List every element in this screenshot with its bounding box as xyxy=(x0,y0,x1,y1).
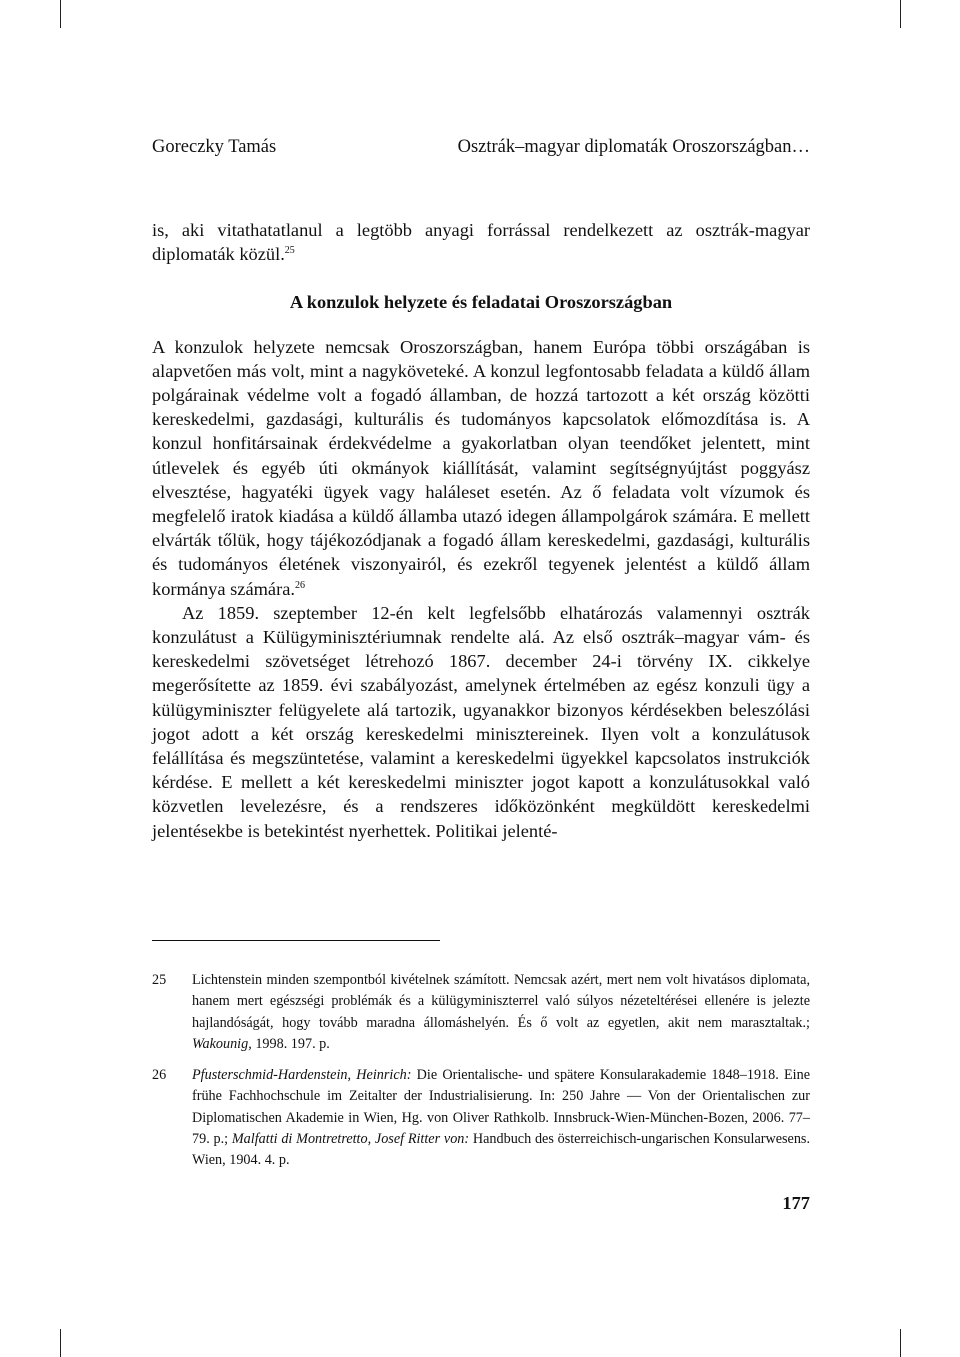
footnote-ref-25[interactable]: 25 xyxy=(284,245,295,257)
footnote-number: 25 xyxy=(152,972,167,988)
paragraph-1: A konzulok helyzete nemcsak Oroszországban, hanem Európa többi országában is alapvetően más volt, mint a nagyköveteké. A konzul legfontosabb feladata a küldő állam polgárainak védelme volt a fogadó államban, de hozzá tartozott a két ország közötti kereskedelmi, gazdasági, kulturális és tudományos kapcsolatok előmozdítása is. A konzul honfitársainak érdekvédelme a gyakorlatban olyan teendőket jelentett, mint útlevelek és egyéb úti okmányok kiállítását, valamint segítségnyújtást poggyász elvesztése, hagyatéki ügyek vagy haláleset esetén. Az ő feladata volt vízumok és megfelelő iratok kiadása a küldő államba utazó idegen állampolgárok számára. E mellett elvárták tőlük, hogy tájékozódjanak a fogadó állam kereskedelmi, gazdasági, kulturális és tudományos életének viszonyairól, és ezekről tegyenek jelentést a küldő állam kormánya számára.$^{26}$ xyxy=(152,336,810,599)
page-number: 177 xyxy=(782,1193,810,1213)
crop-mark xyxy=(900,1329,901,1357)
continuation-paragraph: is, aki vitathatatlanul a legtöbb anyagi forrással rendelkezett az osztrák-magyar diplomaták közül.$^{25}$ xyxy=(152,220,810,265)
footnote-text: Lichtenstein minden szempontból kivételnek számított. Nemcsak azért, mert nem volt hivatásos diplomata, hanem mert egészségi problémák és a külügyminiszterrel való súlyos nézeteltérései ellenére is jelezte hajlandóságát, hogy tovább maradna állomáshelyén. És ő volt az egyetlen, akit nem marasztaltak.; Wakounig, 1998. 197. p. xyxy=(192,972,810,1052)
section-heading: A konzulok helyzete és feladatai Oroszországban xyxy=(289,292,673,313)
footnotes xyxy=(152,970,810,1182)
footnote-number: 26 xyxy=(152,1067,167,1084)
footnote-26 xyxy=(152,1065,810,1171)
footnote-text: Pfusterschmid-Hardenstein, Heinrich: Die Orientalische- und spätere Konsularakademie 1848–1918. Eine frühe Fachhochschule im Zeitalter der Industrialisierung. In: 250 Jahre — Von der Orientalischen zur Diplomatischen Akademie in Wien, Hg. von Oliver Rathkolb. Innsbruck-Wien-München-Bozen, 2006. 77–79. p.; Malfatti di Montretretto, Josef Ritter von: Handbuch des österreichisch-ungarischen Konsularwesens. Wien, 1904. 4. p. xyxy=(192,1067,810,1169)
paragraph-2: Az 1859. szeptember 12-én kelt legfelsőbb elhatározás valamennyi osztrák konzulátust a Külügyminisztériumnak rendelte alá. Az első osztrák–magyar vám- és kereskedelmi szövetséget létrehozó 1867. december 24-i törvény IX. cikkelye megerősítette az 1859. évi szabályozást, amelynek értelmében az egész konzuli ügy a külügyminiszter felügyelete alá tartozik, ugyanakkor bizonyos kérdésekben beleszólási jogot adott a két ország kereskedelmi minisztereinek. Ilyen volt a konzulátusok felállítása és megszüntetése, valamint a kereskedelmi ügyekkel kapcsolatos instrukciók kérdése. E mellett a két kereskedelmi miniszter jogot kapott a konzulátusokkal való közvetlen levelezésre, és a rendszeres időközönként megküldött kereskedelmi jelentésekbe is betekintést nyerhettek. Politikai jelenté- xyxy=(152,602,810,841)
footnote-divider xyxy=(152,940,440,941)
crop-mark xyxy=(60,1329,61,1357)
crop-mark xyxy=(900,0,901,28)
running-header xyxy=(152,137,810,158)
header-author: Goreczky Tamás xyxy=(152,137,277,157)
main-text xyxy=(152,218,810,843)
header-title: Osztrák–magyar diplomaták Oroszországban… xyxy=(457,137,810,157)
footnote-ref-26[interactable]: 26 xyxy=(294,579,305,591)
footnote-25 xyxy=(152,970,810,1055)
crop-mark xyxy=(60,0,61,28)
